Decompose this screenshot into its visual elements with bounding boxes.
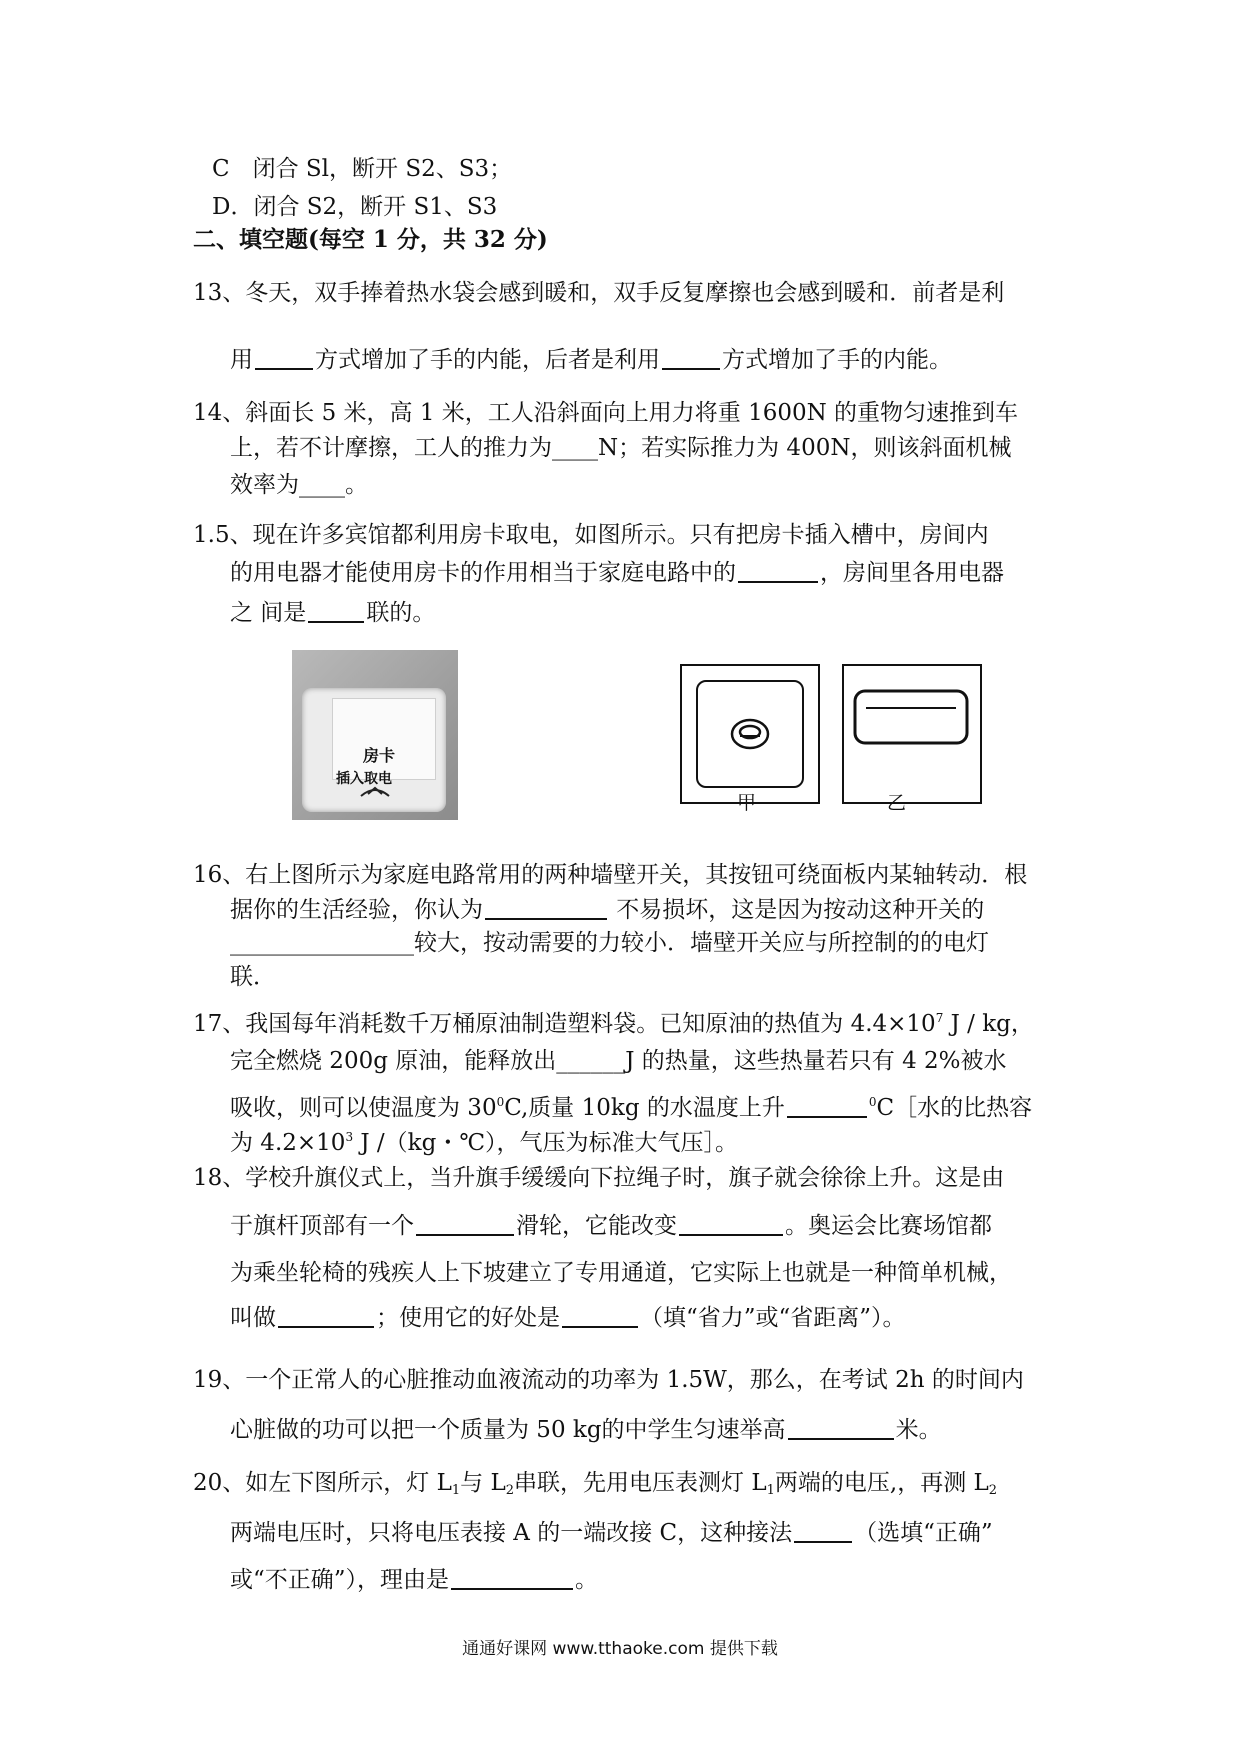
switch-a-caption: 甲 [737,792,757,814]
text: 。奥运会比赛场馆都 [785,1213,992,1239]
text: 两端的电压,，再测 L [774,1470,989,1496]
answer-blank [451,1566,573,1590]
text: ；使用它的好处是 [376,1305,560,1331]
option-d: D．闭合 S2，断开 S1、S3 [212,194,498,220]
question-15-line-1: 1.5、现在许多宾馆都利用房卡取电，如图所示。只有把房卡插入槽中，房间内 [193,522,989,548]
question-18-line-1: 18、学校升旗仪式上，当升旗手缓缓向下拉绳子时，旗子就会徐徐上升。这是由 [193,1165,1005,1191]
answer-blank [788,1416,894,1440]
question-20-line-3 [230,1565,1240,1595]
question-13-line-1: 13、冬天，双手捧着热水袋会感到暖和，双手反复摩擦也会感到暖和．前者是利 [193,280,1005,306]
question-15-line-2 [230,558,1240,588]
text: 不易损坏，这是因为按动这种开关的 [609,897,985,923]
text: 用 [230,347,253,373]
text: （填“省力”或“省距离”）。 [640,1305,906,1331]
text: 叫做 [230,1305,276,1331]
answer-blank [255,346,313,370]
question-14-line-2: 上，若不计摩擦，工人的推力为____N；若实际推力为 400N，则该斜面机械 [230,435,1012,461]
text: 方式增加了手的内能，后者是利用 [315,347,660,373]
question-14-line-1: 14、斜面长 5 米，高 1 米，工人沿斜面向上用力将重 1600N 的重物匀速推到车 [193,400,1019,426]
question-14-line-3: 效率为____。 [230,472,368,498]
text: J /（kg・℃），气压为标准大气压］。 [353,1130,739,1156]
card-slot-plate [302,688,446,812]
text: 滑轮，它能改变 [516,1213,677,1239]
question-16-line-2 [230,895,1240,925]
question-18-line-2 [230,1211,1240,1241]
switch-b-caption: 乙 [887,792,907,814]
question-18-line-4 [230,1303,1240,1333]
answer-blank [416,1212,514,1236]
answer-blank [679,1212,783,1236]
answer-blank [562,1304,638,1328]
subscript: 1 [766,1483,775,1498]
text: 串联，先用电压表测灯 L [514,1470,767,1496]
subscript: 2 [988,1483,998,1498]
subscript: 1 [451,1483,461,1498]
answer-blank [308,599,364,623]
text: 方式增加了手的内能。 [722,347,952,373]
text: 的用电器才能使用房卡的作用相当于家庭电路中的 [230,560,736,586]
question-17-line-2: 完全燃烧 200g 原油，能释放出______J 的热量，这些热量若只有 4 2%被水 [230,1048,1007,1074]
text: 为 4.2×10 [230,1130,346,1156]
answer-blank [787,1094,867,1118]
question-19-line-2 [230,1415,1240,1445]
question-20-line-2 [230,1518,1240,1548]
answer-blank [278,1304,374,1328]
wall-switch-b [842,664,982,804]
question-16-line-1: 16、右上图所示为家庭电路常用的两种墙壁开关，其按钮可绕面板内某轴转动．根 [193,862,1028,888]
section-title: 二、填空题(每空 1 分，共 32 分) [193,226,548,253]
text: 米。 [895,1417,942,1443]
exponent: 7 [935,1011,944,1025]
question-16-line-4: 联． [230,964,276,990]
question-13-line-2 [230,345,1240,375]
text: 心脏做的功可以把一个质量为 50 kg的中学生匀速举高 [230,1417,786,1443]
question-18-line-3: 为乘坐轮椅的残疾人上下坡建立了专用通道，它实际上也就是一种简单机械， [230,1260,1012,1286]
question-15-line-3 [230,598,1240,628]
round-button-icon [728,716,772,752]
exponent: 3 [345,1130,354,1144]
text: 吸收，则可以使温度为 30 [230,1095,497,1121]
question-17-line-4 [230,1122,1240,1158]
text: 联的。 [366,600,436,626]
slot-label: 插入取电 [336,771,392,787]
answer-blank [794,1519,852,1543]
option-c: C 闭合 Sl，断开 S2、S3； [212,156,513,182]
text: 17、我国每年消耗数千万桶原油制造塑料袋。已知原油的热值为 4.4×10 [193,1011,936,1037]
page-footer: 通通好课网 www.tthaoke.com 提供下载 [462,1639,778,1659]
text: 之 间是 [230,600,307,626]
room-card-label: 房卡 [363,746,396,765]
text: 两端电压时，只将电压表接 A 的一端改接 C，这种接法 [230,1520,793,1546]
subscript: 2 [505,1483,515,1498]
text: ，房间里各用电器 [820,560,1004,586]
text: J / kg， [943,1011,1034,1037]
question-17-line-1 [193,1003,1240,1039]
question-16-line-3: ________________较大，按动需要的力较小．墙壁开关应与所控制的的电灯 [230,930,989,956]
text: 据你的生活经验，你认为 [230,897,483,923]
question-17-line-3 [230,1087,1240,1123]
wall-switch-a [680,664,820,804]
answer-blank [738,559,818,583]
room-card-photo [292,650,458,820]
text: C,质量 10kg 的水温度上升 [504,1095,785,1121]
text: 与 L [460,1470,506,1496]
text: （选填“正确” [854,1520,993,1546]
text: 20、如左下图所示，灯 L [193,1470,452,1496]
answer-blank [485,896,607,920]
text: 。 [575,1567,599,1593]
degree-mark: 0 [868,1095,877,1109]
question-19-line-1: 19、一个正常人的心脏推动血液流动的功率为 1.5W，那么，在考试 2h 的时间内 [193,1367,1024,1393]
degree-mark: 0 [496,1095,505,1109]
answer-blank [662,346,720,370]
text: 于旗杆顶部有一个 [230,1213,414,1239]
rocker-button-icon [852,688,970,748]
text: 或“不正确”），理由是 [230,1567,450,1593]
question-20-line-1 [193,1468,1240,1506]
text: C［水的比热容 [876,1095,1033,1121]
